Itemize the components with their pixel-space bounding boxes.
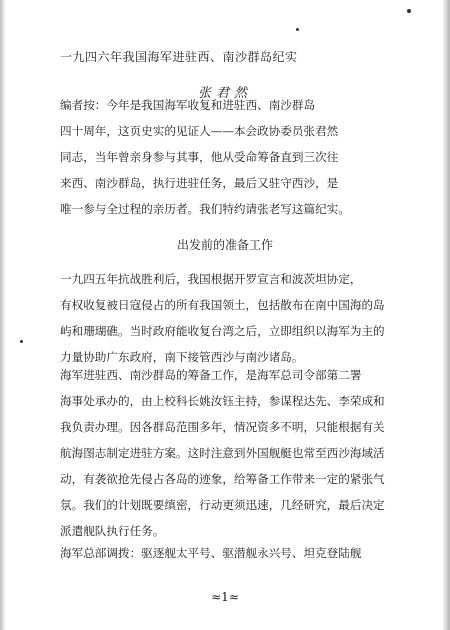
text-line: 同志，当年曾亲身参与其事，他从受命筹备直到三次往 [60, 150, 339, 164]
text-line: 动，有袭欲抢先侵占各岛的迹象，给筹备工作带来一定的紧张气 [60, 472, 385, 486]
paragraph-2 [60, 362, 415, 544]
text-line: 四十周年，这页史实的见证人——本会政协委员张君然 [60, 124, 339, 138]
paragraph-3 [60, 540, 415, 566]
text-line: 编者按：今年是我国海军收复和进驻西、南沙群岛 [60, 98, 316, 112]
section-heading: 出发前的准备工作 [176, 238, 273, 252]
text-line: 我负责办理。因各群岛范围多年，情况资多不明，只能根据有关 [60, 420, 385, 434]
text-line: 海军进驻西、南沙群岛的筹备工作，是海军总司令部第二署 [60, 368, 362, 382]
text-line: 来西、南沙群岛，执行进驻任务，最后又驻守西沙，是 [60, 176, 339, 190]
author-name: 张君然 [197, 86, 252, 101]
paragraph-1 [60, 266, 415, 370]
text-line: 海事处承办的，由上校科长姚汝钰主持，参谋程达先、李荣成和 [60, 394, 385, 408]
scan-speck [296, 28, 299, 31]
page-number: ≈1≈ [211, 590, 239, 604]
text-line: 屿和珊瑚礁。当时政府能收复台湾之后，立即组织以海军为主的 [60, 324, 385, 338]
text-line: 氛。我们的计划既要缜密，行动更须迅速，几经研究，最后决定 [60, 498, 385, 512]
text-line: 航海图志制定进驻方案。这时注意到外国舰艇也常至西沙海域活 [60, 446, 385, 460]
text-line: 力量协助广东政府，南下接管西沙与南沙诸岛。 [60, 350, 304, 364]
text-line: 一九四五年抗战胜利后，我国根据开罗宣言和波茨坦协定， [60, 272, 362, 286]
text-line: 唯一参与全过程的亲历者。我们特约请张老写这篇纪实。 [60, 202, 350, 216]
text-line: 派遣舰队执行任务。 [60, 524, 165, 538]
scan-speck [20, 340, 23, 343]
scan-speck [407, 9, 411, 13]
text-line: 海军总部调拨：驱逐舰太平号、驱潜舰永兴号、坦克登陆舰 [60, 546, 362, 560]
document-title: 一九四六年我国海军进驻西、南沙群岛纪实 [60, 50, 298, 64]
text-line: 有权收复被日寇侵占的所有我国领土，包括散布在南中国海的岛 [60, 298, 385, 312]
editor-note [60, 92, 415, 222]
